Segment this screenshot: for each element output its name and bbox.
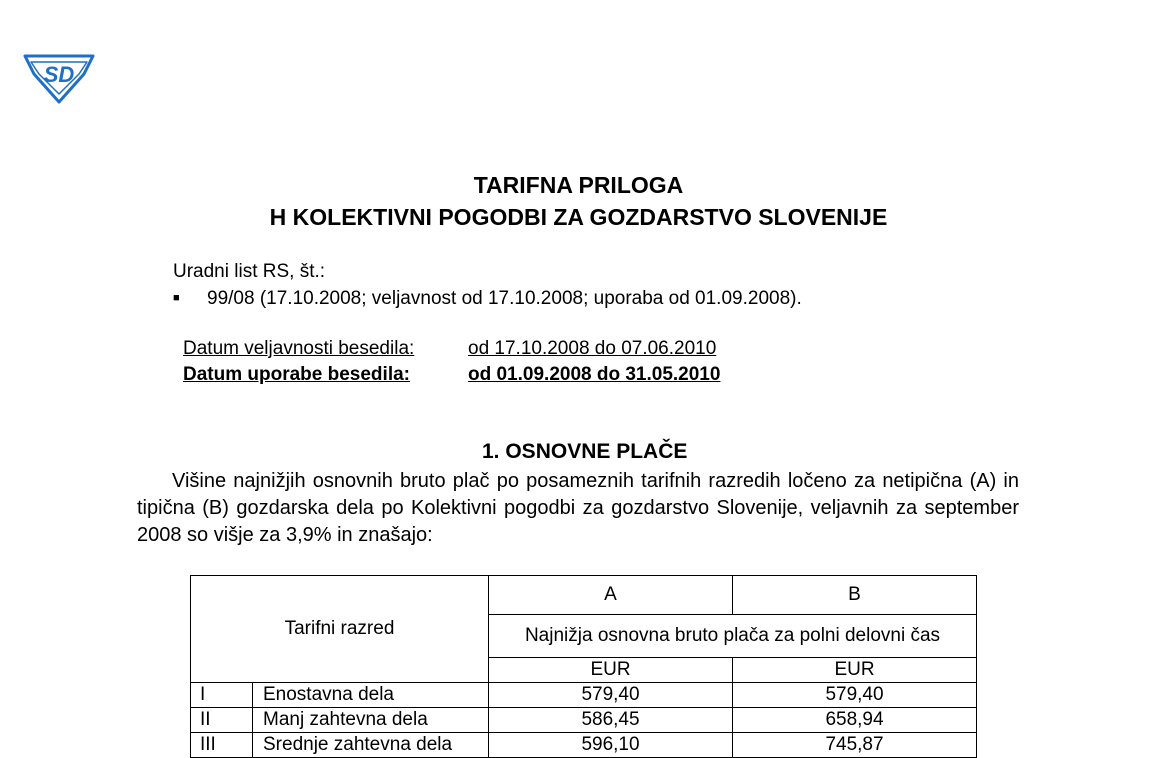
table-row	[191, 733, 977, 758]
header-col-a: A	[489, 576, 733, 615]
row-value-b: 579,40	[733, 683, 977, 708]
row-name: Enostavna dela	[253, 683, 489, 708]
gazette-bullet-item	[173, 285, 802, 312]
section-paragraph: Višine najnižjih osnovnih bruto plač po posameznih tarifnih razredih ločeno za netipična (A) in tipična (B) gozdarska dela po Kolektivni pogodbi za gozdarstvo Slovenije, veljavnih za september 2008 so višje za 3,9% in znašajo:	[137, 470, 1019, 546]
row-class: III	[191, 733, 253, 758]
validity-row	[183, 336, 720, 362]
gazette-bullet-text: 99/08 (17.10.2008; veljavnost od 17.10.2008; uporaba od 01.09.2008).	[207, 288, 802, 309]
validity-value: od 17.10.2008 do 07.06.2010	[468, 338, 717, 359]
table-header-row	[191, 576, 977, 615]
gazette-label: Uradni list RS, št.:	[173, 261, 326, 282]
row-value-b: 658,94	[733, 708, 977, 733]
row-name: Manj zahtevna dela	[253, 708, 489, 733]
row-name: Srednje zahtevna dela	[253, 733, 489, 758]
unit-a: EUR	[489, 658, 733, 683]
use-label: Datum uporabe besedila:	[183, 364, 410, 385]
validity-dates	[183, 336, 720, 388]
header-tariff-class: Tarifni razred	[191, 576, 489, 683]
svg-text:SD: SD	[43, 62, 75, 87]
company-logo	[22, 50, 96, 104]
use-value: od 01.09.2008 do 31.05.2010	[468, 364, 721, 385]
table-row	[191, 683, 977, 708]
row-value-a: 579,40	[489, 683, 733, 708]
use-row	[183, 362, 720, 388]
header-min-salary: Najnižja osnovna bruto plača za polni delovni čas	[489, 615, 977, 658]
tariff-table	[190, 575, 977, 758]
title-line-1: TARIFNA PRILOGA	[473, 172, 684, 198]
table-row	[191, 708, 977, 733]
row-value-b: 745,87	[733, 733, 977, 758]
unit-b: EUR	[733, 658, 977, 683]
bullet-square-icon: ■	[173, 292, 180, 305]
document-title	[0, 169, 1157, 233]
title-line-2: H KOLEKTIVNI POGODBI ZA GOZDARSTVO SLOVENIJE	[269, 204, 888, 230]
row-class: I	[191, 683, 253, 708]
row-class: II	[191, 708, 253, 733]
validity-label: Datum veljavnosti besedila:	[183, 338, 415, 359]
header-col-b: B	[733, 576, 977, 615]
row-value-a: 596,10	[489, 733, 733, 758]
row-value-a: 586,45	[489, 708, 733, 733]
section-heading: 1. OSNOVNE PLAČE	[482, 440, 688, 463]
